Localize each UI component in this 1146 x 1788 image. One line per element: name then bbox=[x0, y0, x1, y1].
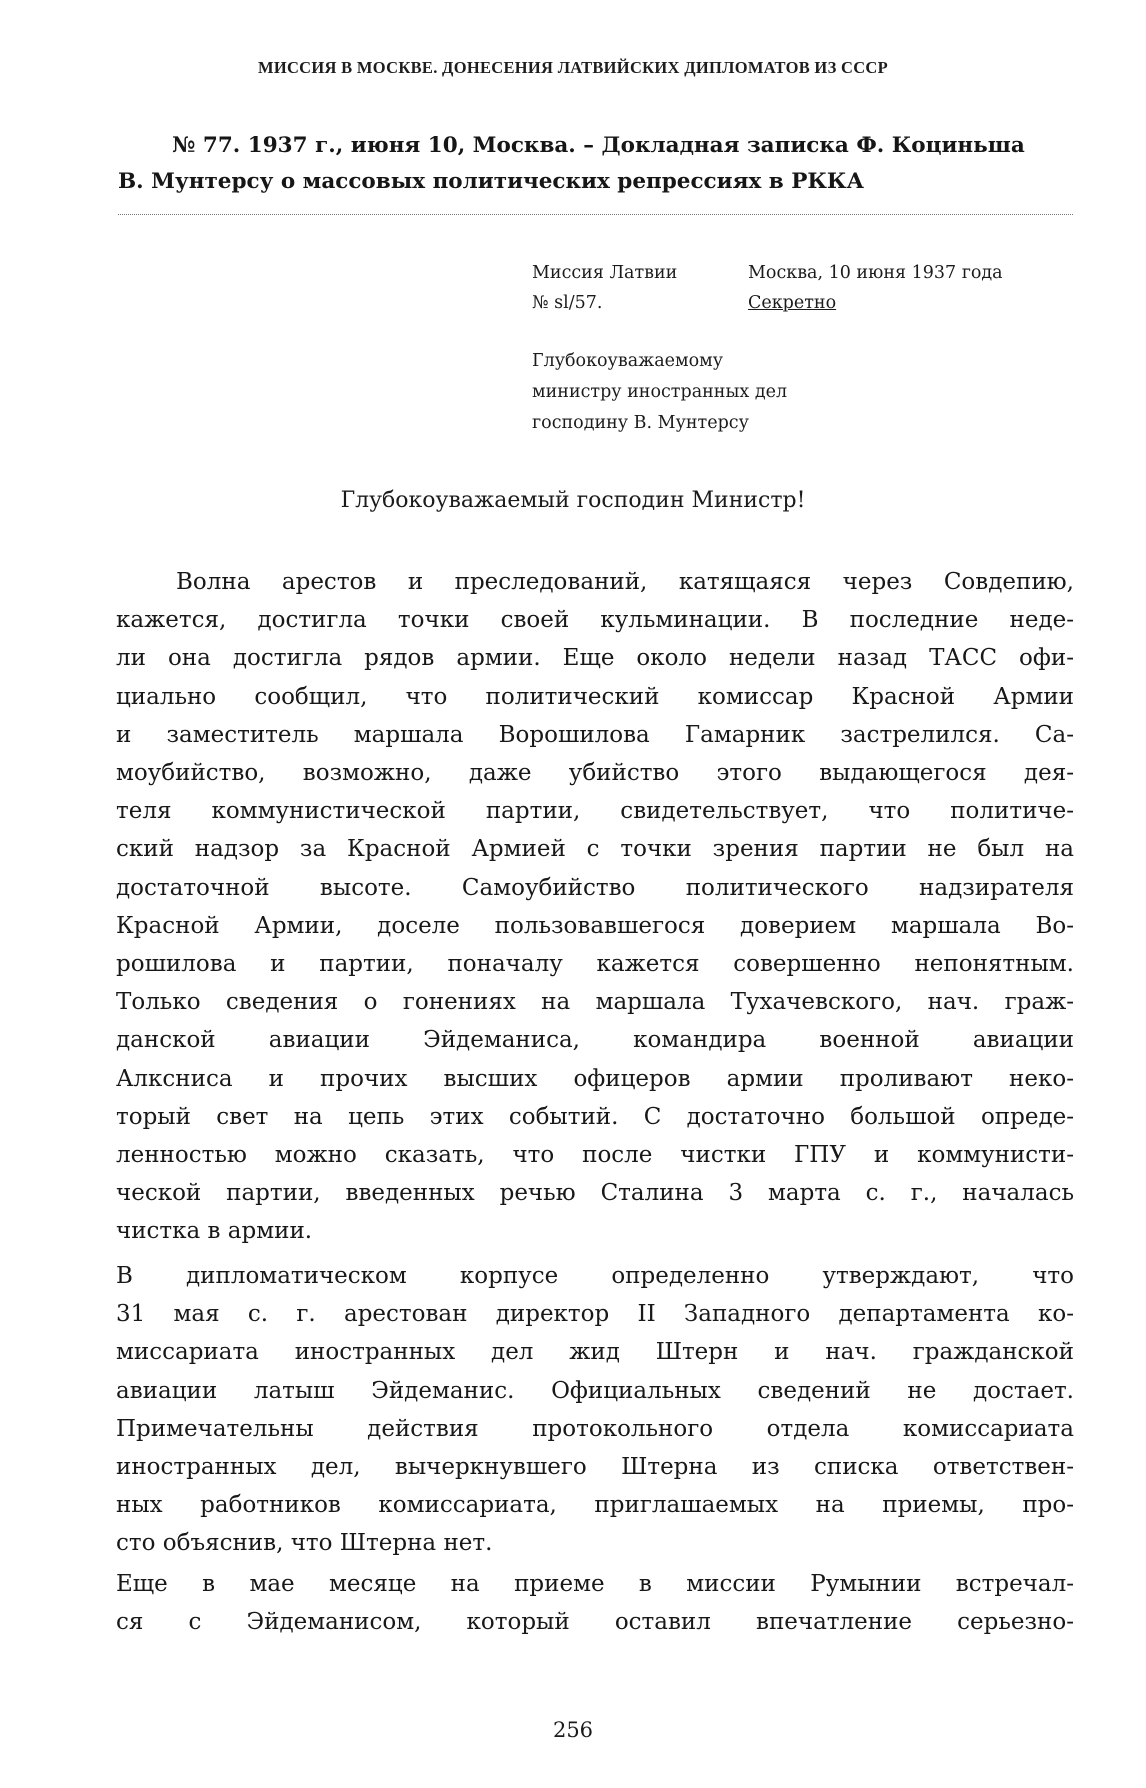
text-line: ся с Эйдеманисом, который оставил впечатление серьезно- bbox=[116, 1609, 1074, 1636]
text-line: Алксниса и прочих высших офицеров армии проливают неко- bbox=[116, 1065, 1074, 1092]
text-line: торый свет на цепь этих событий. С достаточно большой опреде- bbox=[116, 1103, 1074, 1130]
text-line: 31 мая с. г. арестован директор II Западного департамента ко- bbox=[116, 1301, 1074, 1328]
addressee-line: господину В. Мунтерсу bbox=[532, 413, 749, 433]
text-line: циально сообщил, что политический комиссар Красной Армии bbox=[116, 683, 1074, 710]
text-line: Красной Армии, доселе пользовавшегося доверием маршала Во- bbox=[116, 912, 1074, 939]
paragraph-1 bbox=[116, 563, 1074, 1251]
dotted-separator bbox=[118, 214, 1073, 215]
page-number: 256 bbox=[552, 1718, 594, 1742]
document-heading-line: В. Мунтерсу о массовых политических репрессиях в РККА bbox=[118, 169, 864, 194]
text-line: сто объяснив, что Штерна нет. bbox=[116, 1530, 493, 1557]
document-number: № sl/57. bbox=[532, 293, 603, 313]
paragraph-2 bbox=[116, 1257, 1074, 1563]
text-line: иностранных дел, вычеркнувшего Штерна из списка ответствен- bbox=[116, 1454, 1074, 1481]
text-line: ленностью можно сказать, что после чистки ГПУ и коммунисти- bbox=[116, 1142, 1074, 1169]
text-line: ческой партии, введенных речью Сталина 3 марта с. г., началась bbox=[116, 1180, 1074, 1207]
text-line: В дипломатическом корпусе определенно утверждают, что bbox=[116, 1263, 1074, 1289]
text-line: Примечательны действия протокольного отдела комиссариата bbox=[116, 1415, 1074, 1442]
text-line: данской авиации Эйдеманиса, командира военной авиации bbox=[116, 1027, 1074, 1054]
addressee-line: Глубокоуважаемому bbox=[532, 351, 724, 371]
text-line: Только сведения о гонениях на маршала Тухачевского, нач. граж- bbox=[116, 989, 1074, 1016]
text-line: кажется, достигла точки своей кульминации. В последние неде- bbox=[116, 607, 1074, 634]
text-line: теля коммунистической партии, свидетельствует, что политиче- bbox=[116, 798, 1074, 825]
classification: Секретно bbox=[748, 293, 837, 313]
text-line: и заместитель маршала Ворошилова Гамарник застрелился. Са- bbox=[116, 721, 1074, 748]
text-line: достаточной высоте. Самоубийство политического надзирателя bbox=[116, 874, 1074, 901]
meta-row bbox=[532, 288, 1003, 318]
salutation: Глубокоуважаемый господин Министр! bbox=[340, 488, 806, 513]
place-date: Москва, 10 июня 1937 года bbox=[748, 263, 1003, 283]
text-line: чистка в армии. bbox=[116, 1218, 313, 1245]
text-line: рошилова и партии, поначалу кажется совершенно непонятным. bbox=[116, 951, 1074, 978]
running-header: МИССИЯ В МОСКВЕ. ДОНЕСЕНИЯ ЛАТВИЙСКИХ ДИПЛОМАТОВ ИЗ СССР bbox=[257, 58, 889, 77]
text-line: Еще в мае месяце на приеме в миссии Румынии встречал- bbox=[116, 1571, 1074, 1597]
paragraph-3 bbox=[116, 1565, 1074, 1641]
text-line: ский надзор за Красной Армией с точки зрения партии не был на bbox=[116, 836, 1074, 863]
document-meta bbox=[532, 258, 1003, 318]
text-line: ных работников комиссариата, приглашаемых на приемы, про- bbox=[116, 1492, 1074, 1519]
document-heading-line: № 77. 1937 г., июня 10, Москва. – Докладная записка Ф. Коциньша bbox=[172, 133, 1025, 158]
addressee-line: министру иностранных дел bbox=[532, 382, 788, 402]
text-line: Волна арестов и преследований, катящаяся через Совдепию, bbox=[176, 569, 1074, 595]
text-line: моубийство, возможно, даже убийство этого выдающегося дея- bbox=[116, 760, 1074, 787]
addressee bbox=[532, 346, 787, 439]
meta-row bbox=[532, 258, 1003, 288]
sender: Миссия Латвии bbox=[532, 263, 678, 283]
text-line: ли она достигла рядов армии. Еще около недели назад ТАСС офи- bbox=[116, 645, 1074, 672]
document-heading bbox=[118, 128, 1073, 200]
text-line: авиации латыш Эйдеманис. Официальных сведений не достает. bbox=[116, 1377, 1074, 1404]
text-line: миссариата иностранных дел жид Штерн и нач. гражданской bbox=[116, 1339, 1074, 1366]
